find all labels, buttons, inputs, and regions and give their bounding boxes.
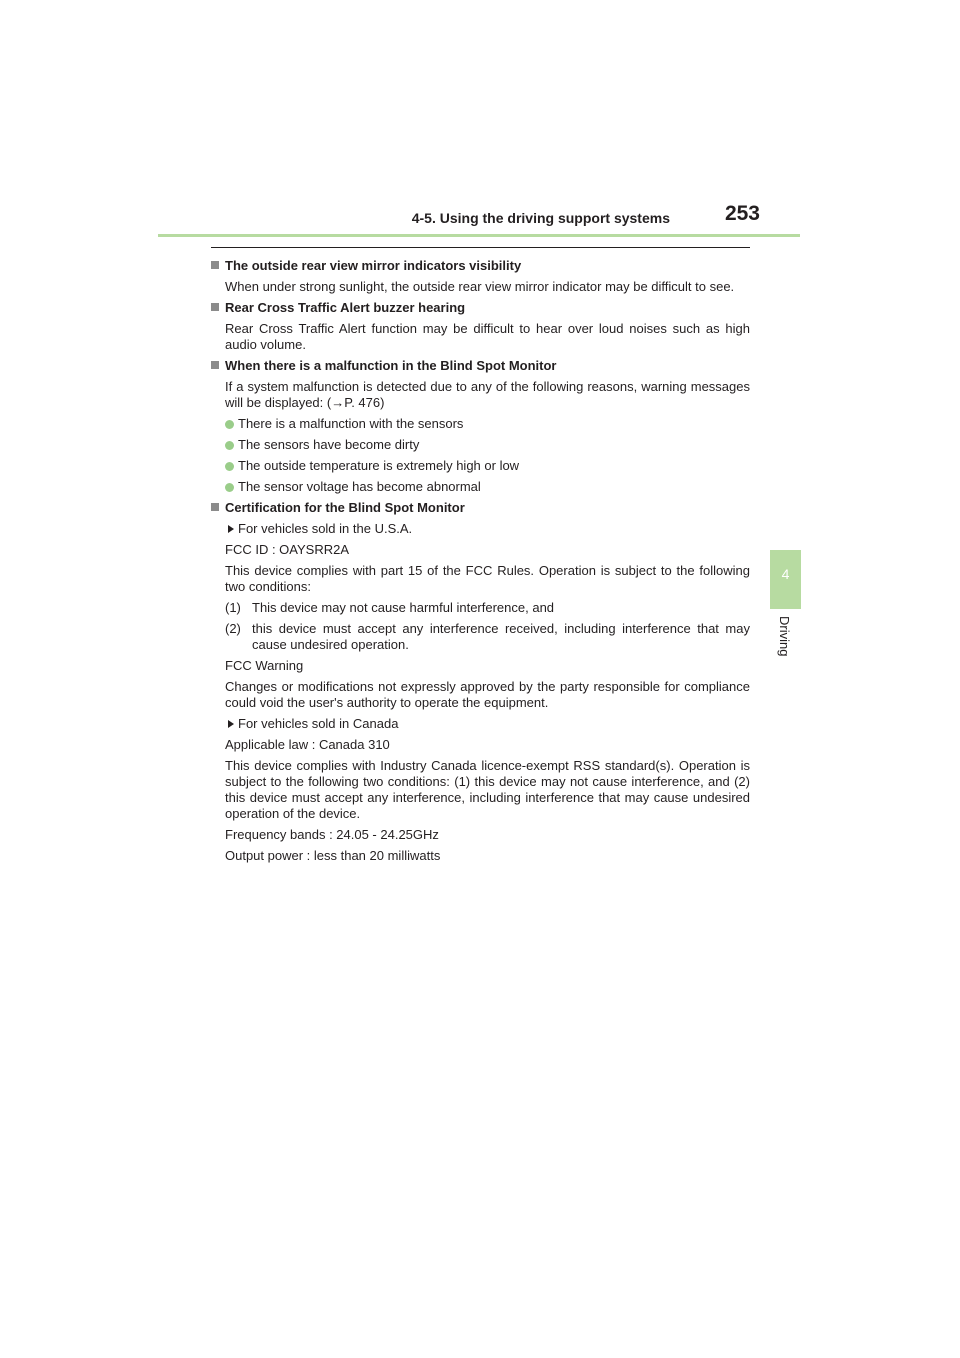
square-bullet-icon (211, 503, 219, 511)
chapter-label: Driving (777, 616, 792, 657)
section-heading: Certification for the Blind Spot Monitor (211, 500, 750, 516)
applicable-law: Applicable law : Canada 310 (225, 737, 390, 752)
output-power: Output power : less than 20 milliwatts (225, 848, 441, 863)
arrow-right-icon (228, 720, 234, 728)
circle-bullet-icon (225, 441, 234, 450)
arrow-right-icon (228, 525, 234, 533)
page-number: 253 (724, 202, 760, 225)
section-heading: The outside rear view mirror indicators visibility (211, 258, 750, 274)
frequency-bands: Frequency bands : 24.05 - 24.25GHz (225, 827, 439, 842)
region-label: For vehicles sold in the U.S.A. (225, 521, 750, 537)
numbered-item: (1) This device may not cause harmful interference, and (225, 600, 555, 615)
section-heading: When there is a malfunction in the Blind Spot Monitor (211, 358, 750, 374)
paragraph: This device complies with Industry Canada licence-exempt RSS standard(s). Operation is subject to the following two conditions: (1) this device may not cause interference, and (2) this device must accept any interference, including interference that may cause undesired operation of the device. (225, 758, 750, 821)
chapter-tab (770, 550, 801, 609)
paragraph: This device complies with part 15 of the FCC Rules. Operation is subject to the following two conditions: (225, 563, 750, 594)
circle-bullet-icon (225, 420, 234, 429)
paragraph: Changes or modifications not expressly approved by the party responsible for compliance could void the user's authority to operate the equipment. (225, 679, 750, 710)
list-item: The sensor voltage has become abnormal (225, 479, 750, 495)
chapter-number: 4 (781, 566, 790, 582)
section-heading: Rear Cross Traffic Alert buzzer hearing (211, 300, 750, 316)
paragraph: Rear Cross Traffic Alert function may be difficult to hear over loud noises such as high audio volume. (225, 321, 750, 352)
region-label: For vehicles sold in Canada (225, 716, 750, 732)
section-title: 4-5. Using the driving support systems (411, 210, 670, 226)
square-bullet-icon (211, 303, 219, 311)
list-item: There is a malfunction with the sensors (225, 416, 750, 432)
paragraph: When under strong sunlight, the outside rear view mirror indicator may be difficult to see. (225, 279, 735, 294)
page-content (211, 247, 750, 869)
fcc-id: FCC ID : OAYSRR2A (225, 542, 350, 557)
list-item: The sensors have become dirty (225, 437, 750, 453)
numbered-item: (2) this device must accept any interference received, including interference that may cause undesired operation. (225, 621, 750, 652)
page-header (158, 200, 800, 237)
list-item: The outside temperature is extremely high or low (225, 458, 750, 474)
fcc-warning-title: FCC Warning (225, 658, 304, 673)
square-bullet-icon (211, 361, 219, 369)
square-bullet-icon (211, 261, 219, 269)
circle-bullet-icon (225, 462, 234, 471)
circle-bullet-icon (225, 483, 234, 492)
paragraph: If a system malfunction is detected due to any of the following reasons, warning messages will be displayed: (→P. 476) (225, 379, 750, 410)
